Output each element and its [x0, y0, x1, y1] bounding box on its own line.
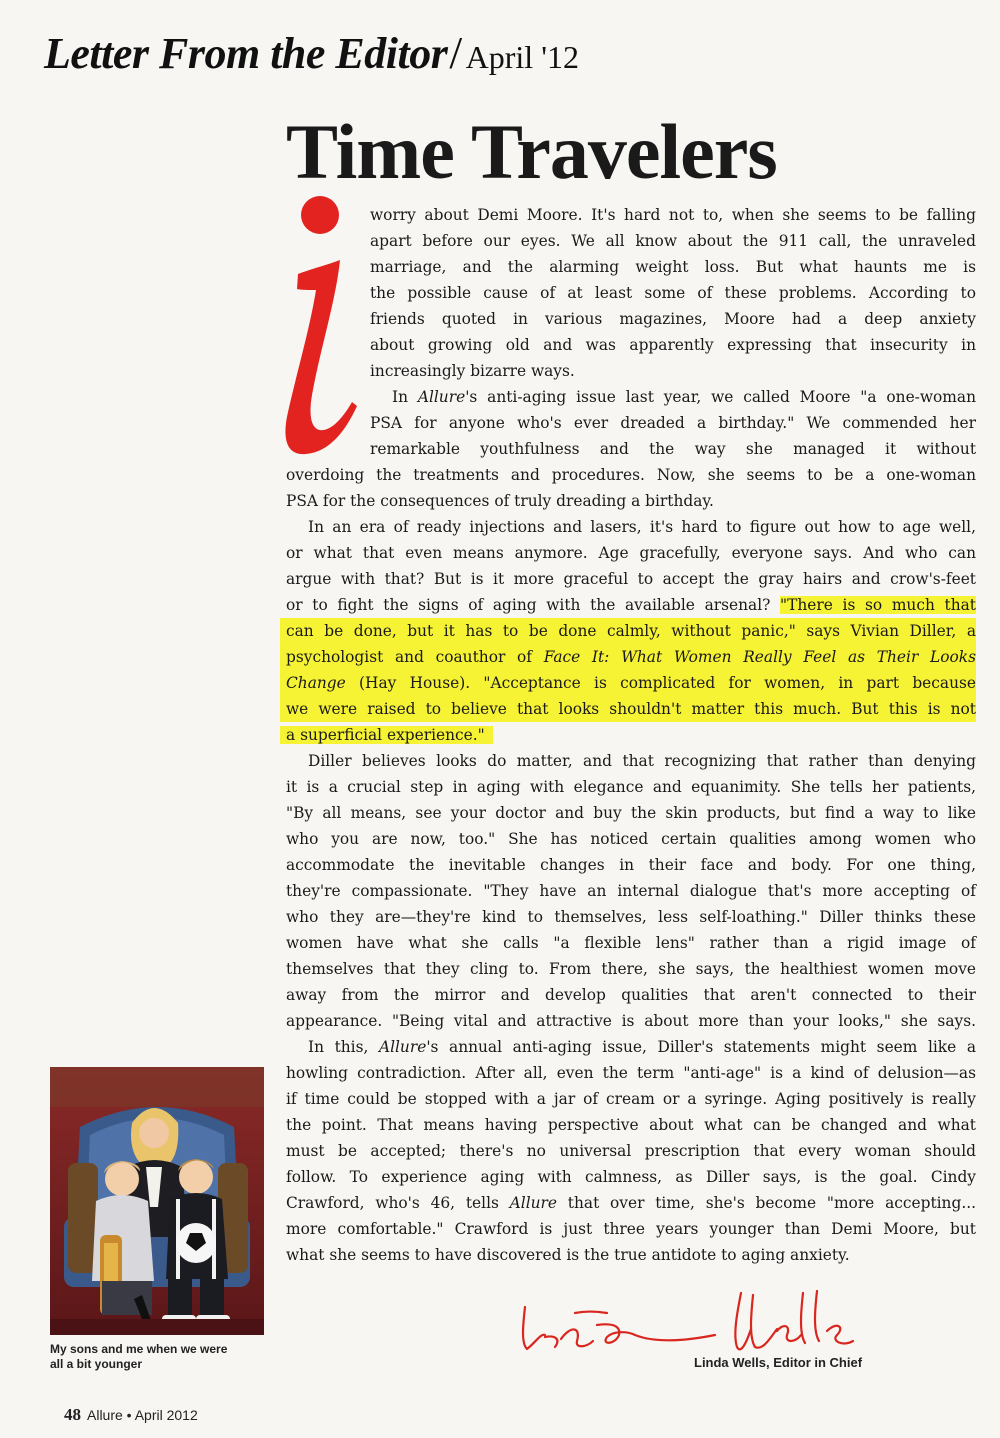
body-line: appearance. "Being vital and attractive is about more than your looks," she says. — [286, 1012, 976, 1030]
highlighted-quote-line: we were raised to believe that looks shouldn't matter this much. But this is not — [280, 696, 976, 722]
body-line — [286, 722, 976, 748]
body-line: must be accepted; there's no universal prescription that every woman should — [286, 1142, 976, 1160]
department-title: Letter From the Editor — [44, 29, 448, 78]
body-line: friends quoted in various magazines, Moore had a deep anxiety — [370, 310, 976, 328]
body-line: Diller believes looks do matter, and that recognizing that rather than denying — [308, 752, 976, 770]
article-body — [286, 202, 976, 1268]
publication-name: Allure — [509, 1194, 558, 1212]
publication-name: Allure — [378, 1038, 427, 1056]
text-run: psychologist and coauthor of — [286, 648, 544, 666]
body-line: PSA for the consequences of truly dreading a birthday. — [286, 492, 714, 510]
text-run: In this, — [308, 1038, 379, 1056]
body-line: marriage, and the alarming weight loss. But what haunts me is — [370, 258, 976, 276]
page-number: 48 — [64, 1405, 81, 1424]
highlighted-quote-line — [280, 670, 976, 696]
body-line: "By all means, see your doctor and buy the skin products, but find a way to like — [286, 804, 976, 822]
drop-cap-letter — [278, 470, 279, 471]
body-line: worry about Demi Moore. It's hard not to, when she seems to be falling — [370, 206, 976, 224]
text-run: that over time, she's become "more accepting... — [557, 1194, 976, 1212]
body-line: or what that even means anymore. Age gracefully, everyone says. And who can — [286, 544, 976, 562]
body-line: it is a crucial step in aging with elegance and equanimity. She tells her patients, — [286, 778, 976, 796]
editor-name: Linda Wells, Editor in Chief — [694, 1355, 863, 1370]
body-line — [392, 384, 976, 410]
body-line: about growing old and was apparently expressing that insecurity in — [370, 336, 976, 354]
department-header — [44, 27, 579, 78]
body-line: themselves that they cling to. From there, she says, the healthiest women move — [286, 960, 976, 978]
caption-line: My sons and me when we were — [50, 1342, 228, 1356]
body-line: more comfortable." Crawford is just three years younger than Demi Moore, but — [286, 1220, 976, 1238]
body-line: women have what she calls "a flexible lens" rather than a rigid image of — [286, 934, 976, 952]
body-line: if time could be stopped with a jar of cream or a syringe. Aging positively is really — [286, 1090, 976, 1108]
text-run: or to fight the signs of aging with the available arsenal? — [286, 596, 771, 614]
body-line: who they are—they're kind to themselves, less self-loathing." Diller thinks these — [286, 908, 976, 926]
body-line: remarkable youthfulness and the way she managed it without — [370, 440, 976, 458]
body-line: overdoing the treatments and procedures. Now, she seems to be a one-woman — [286, 466, 976, 484]
text-run: 's annual anti-aging issue, Diller's statements might seem like a — [426, 1038, 976, 1056]
body-line: increasingly bizarre ways. — [370, 362, 575, 380]
highlighted-quote-start: "There is so much that — [780, 596, 976, 614]
photo-caption — [50, 1342, 270, 1372]
body-line: away from the mirror and develop qualities that aren't connected to their — [286, 986, 976, 1004]
text-run: (Hay House). "Acceptance is complicated for women, in part because — [345, 674, 976, 692]
text-run: In — [392, 388, 418, 406]
issue-date: April '12 — [465, 39, 579, 75]
caption-line: all a bit younger — [50, 1357, 143, 1371]
body-line: the point. That means having perspective about what can be changed and what — [286, 1116, 976, 1134]
highlighted-quote-line: can be done, but it has to be done calmly, without panic," says Vivian Diller, a — [280, 618, 976, 644]
page-folio — [64, 1405, 198, 1425]
body-line: apart before our eyes. We all know about the 911 call, the unraveled — [370, 232, 976, 250]
body-line: they're compassionate. "They have an internal dialogue that's more accepting of — [286, 882, 976, 900]
body-line: PSA for anyone who's ever dreaded a birthday." We commended her — [370, 414, 976, 432]
department-separator: / — [449, 27, 462, 78]
book-title: Change — [286, 674, 346, 692]
body-line — [286, 1034, 976, 1060]
body-line: howling contradiction. After all, even the term "anti-age" is a kind of delusion—as — [286, 1064, 976, 1082]
highlighted-quote-line — [280, 644, 976, 670]
body-line — [286, 592, 976, 618]
body-line: follow. To experience aging with calmness, as Diller says, is the goal. Cindy — [286, 1168, 976, 1186]
editor-signature — [515, 1285, 875, 1365]
body-line: what she seems to have discovered is the true antidote to aging anxiety. — [286, 1246, 850, 1264]
body-line: accommodate the inevitable changes in their face and body. For one thing, — [286, 856, 976, 874]
body-line — [286, 1190, 976, 1216]
family-photo — [50, 1067, 264, 1335]
text-run: Crawford, who's 46, tells — [286, 1194, 510, 1212]
family-photo-image — [50, 1067, 264, 1335]
headline: Time Travelers — [286, 108, 777, 195]
body-line: In an era of ready injections and lasers, it's hard to figure out how to age well, — [308, 518, 976, 536]
body-line: argue with that? But is it more graceful to accept the gray hairs and crow's-feet — [286, 570, 976, 588]
highlighted-quote-end: a superficial experience." — [280, 726, 493, 744]
body-line: the possible cause of at least some of these problems. According to — [370, 284, 976, 302]
book-title: Face It: What Women Really Feel as Their Looks — [543, 648, 976, 666]
publication-date: Allure • April 2012 — [87, 1407, 198, 1423]
publication-name: Allure — [417, 388, 466, 406]
body-line: who you are now, too." She has noticed certain qualities among women who — [286, 830, 976, 848]
text-run: 's anti-aging issue last year, we called Moore "a one-woman — [465, 388, 976, 406]
